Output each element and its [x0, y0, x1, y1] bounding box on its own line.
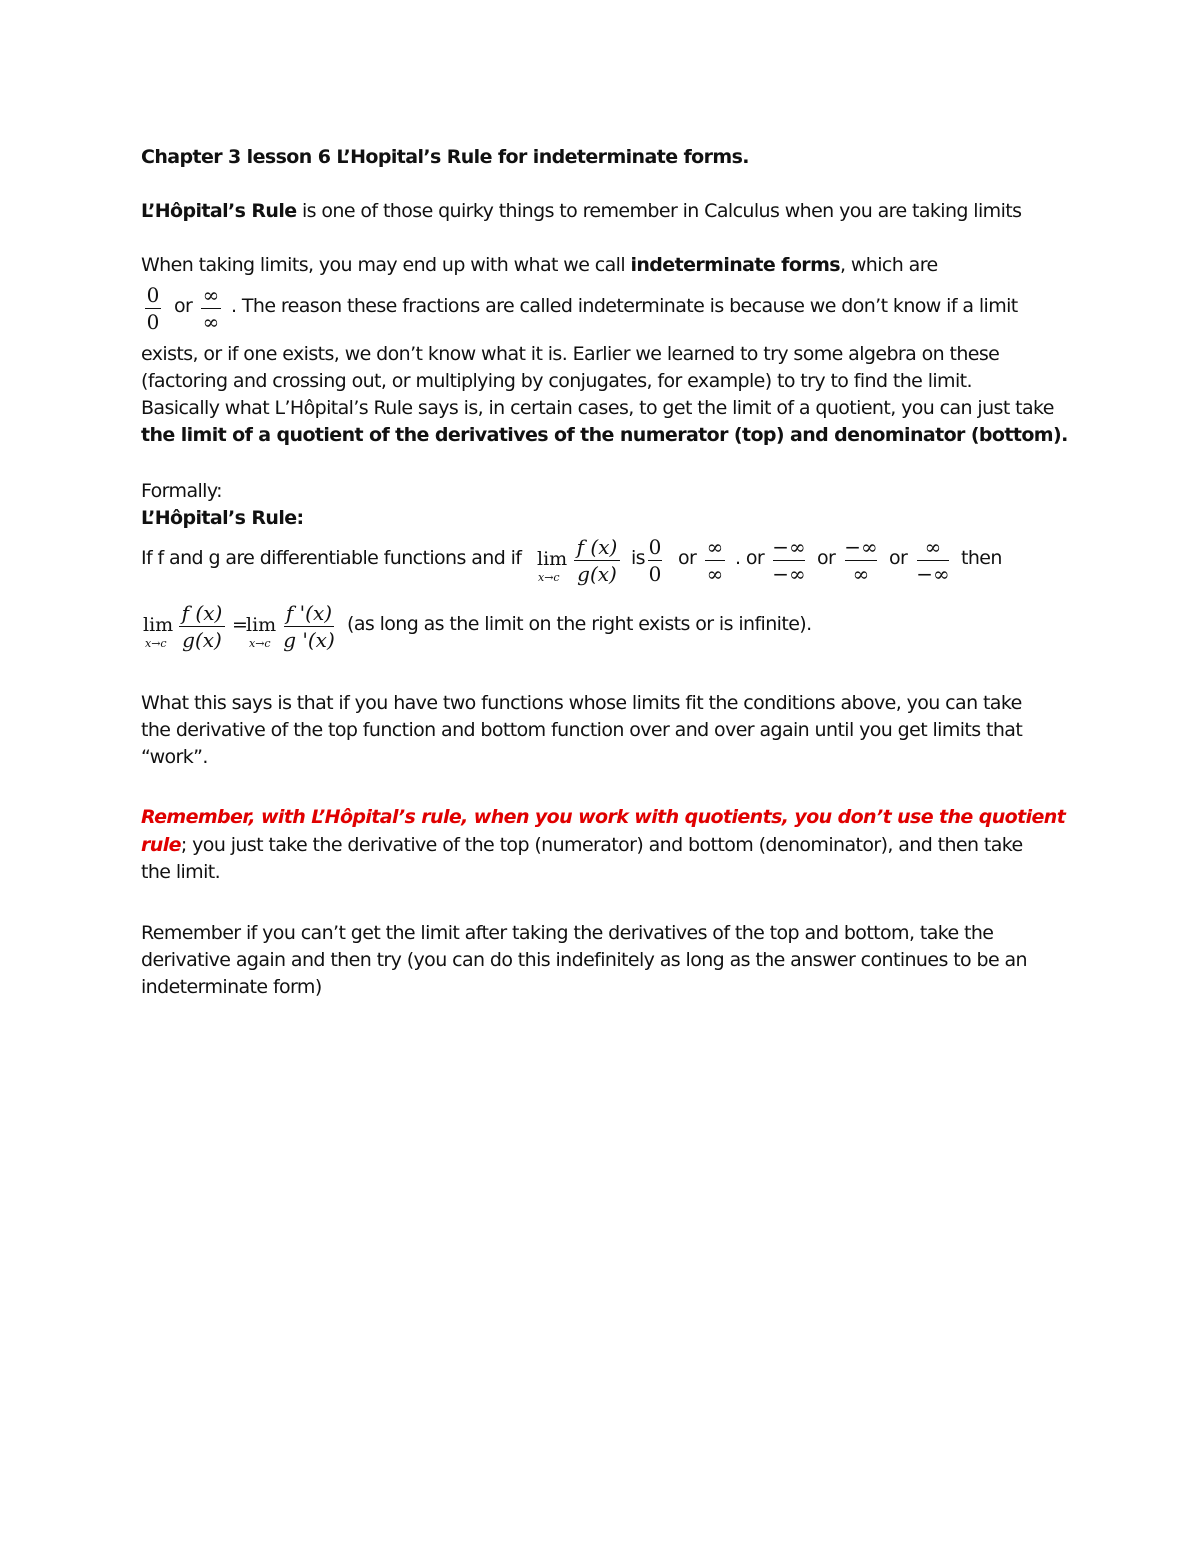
lim-symbol: lim [537, 548, 568, 570]
fraction-numerator: f '(x) [285, 601, 333, 625]
lim-subscript: x→c [538, 571, 560, 584]
fraction-numerator: ∞ [202, 283, 220, 307]
lim-subscript: x→c [249, 637, 271, 650]
fraction-neginf-over-neginf [771, 534, 807, 587]
fraction-inf-over-neginf [915, 534, 951, 587]
rule-heading: L’Hôpital’s Rule: [141, 507, 304, 529]
indeterminate-forms-term: indeterminate forms [630, 254, 840, 276]
para2-line1-text: When taking limits, you may end up with what we call [141, 254, 631, 276]
para3-line1: What this says is that if you have two functions whose limits fit the conditions above, you can take [141, 692, 1022, 714]
intro-bold-term: L’Hôpital’s Rule [141, 200, 297, 222]
fraction-numerator: −∞ [772, 535, 806, 559]
fraction-inf-over-inf [199, 282, 223, 335]
or-word: or [678, 547, 697, 569]
fraction-denominator: ∞ [202, 310, 220, 334]
para2-line1-tail: , which are [839, 254, 938, 276]
is-word: is [631, 547, 645, 569]
fraction-denominator: g '(x) [283, 628, 335, 652]
lim-subscript: x→c [145, 637, 167, 650]
para2-line4: (factoring and crossing out, or multiplying by conjugates, for example) to try to find the limit. [141, 370, 972, 392]
remember-highlight-rule: rule [141, 834, 181, 856]
fraction-numerator: 0 [146, 283, 160, 307]
fraction-denominator: 0 [146, 310, 160, 334]
para3-line2: the derivative of the top function and bottom function over and over again until you get limits that [141, 719, 1023, 741]
fraction-numerator: f (x) [181, 601, 223, 625]
or-word: or [889, 547, 908, 569]
intro-paragraph [141, 198, 1021, 225]
para4-line2 [141, 832, 1023, 859]
fraction-denominator: ∞ [852, 562, 870, 586]
fraction-denominator: ∞ [706, 562, 724, 586]
para3-line3: “work”. [141, 746, 208, 768]
or-word: or [817, 547, 836, 569]
para5-line3: indeterminate form) [141, 976, 322, 998]
then-word: then [961, 547, 1002, 569]
fraction-numerator: ∞ [706, 535, 724, 559]
fraction-numerator: f (x) [576, 535, 618, 559]
fraction-numerator: −∞ [844, 535, 878, 559]
rule-condition: (as long as the limit on the right exists or is infinite). [347, 613, 812, 635]
fraction-denominator: −∞ [772, 562, 806, 586]
para4-line3: the limit. [141, 861, 221, 883]
fraction-neginf-over-inf [843, 534, 879, 587]
formally-label: Formally: [141, 480, 222, 502]
fraction-fprime-over-gprime [281, 600, 337, 653]
para5-line2: derivative again and then try (you can do this indefinitely as long as the answer continues to be an [141, 949, 1027, 971]
fraction-f-over-g [571, 534, 623, 587]
dot-or-word: . or [735, 547, 765, 569]
fraction-denominator: g(x) [182, 628, 222, 652]
fraction-zero-over-zero [645, 534, 665, 587]
para5-line1: Remember if you can’t get the limit after taking the derivatives of the top and bottom, take the [141, 922, 994, 944]
lim-symbol: lim [246, 614, 277, 636]
para2-line3: exists, or if one exists, we don’t know what it is. Earlier we learned to try some algebra on these [141, 343, 1000, 365]
document-title: Chapter 3 lesson 6 L’Hopital’s Rule for indeterminate forms. [141, 146, 749, 168]
fraction-f-over-g [176, 600, 228, 653]
para2-line5: Basically what L’Hôpital’s Rule says is, in certain cases, to get the limit of a quotient, you can just take [141, 397, 1054, 419]
para4-line2-text: ; you just take the derivative of the top (numerator) and bottom (denominator), and then take [180, 834, 1023, 856]
intro-text: is one of those quirky things to remember in Calculus when you are taking limits [296, 200, 1022, 222]
para2-line2: . The reason these fractions are called indeterminate is because we don’t know if a limit [231, 295, 1018, 317]
rule-lead: If f and g are differentiable functions and if [141, 547, 522, 569]
para2-line6: the limit of a quotient of the derivatives of the numerator (top) and denominator (bottom). [141, 424, 1068, 446]
para2-line1 [141, 252, 938, 279]
fraction-denominator: −∞ [916, 562, 950, 586]
fraction-zero-over-zero [141, 282, 165, 335]
or-word: or [174, 295, 193, 317]
remember-highlight-line1: Remember, with L’Hôpital’s rule, when you work with quotients, you don’t use the quotient [141, 806, 1066, 828]
fraction-denominator: g(x) [577, 562, 617, 586]
fraction-denominator: 0 [648, 562, 662, 586]
equals-sign: = [232, 614, 248, 636]
fraction-inf-over-inf [703, 534, 727, 587]
fraction-numerator: ∞ [924, 535, 942, 559]
lim-symbol: lim [143, 614, 174, 636]
fraction-numerator: 0 [648, 535, 662, 559]
